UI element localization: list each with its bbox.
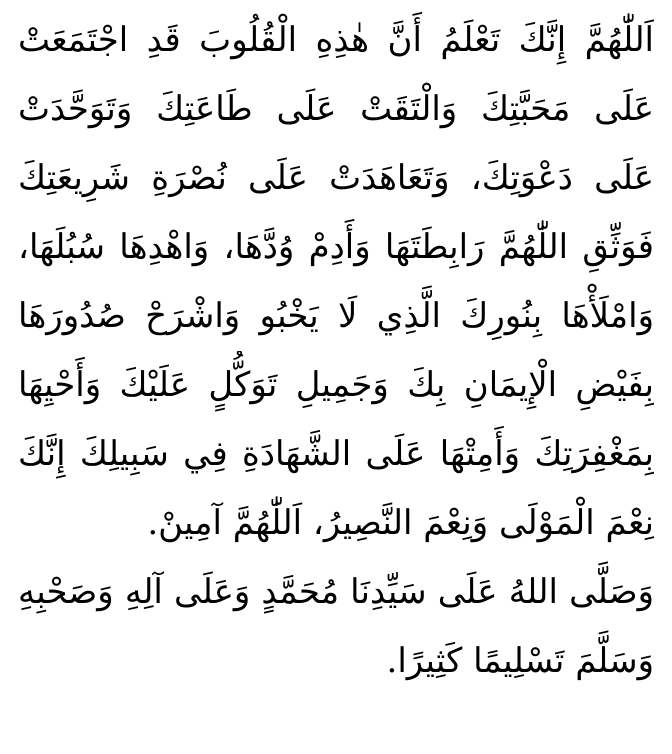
text-line-1: اَللّٰهُمَّ إِنَّكَ تَعْلَمُ أَنَّ هٰذِهِ الْقُلُوبَ قَدِ اجْتَمَعَتْ — [18, 20, 654, 60]
text-line-6: بِفَيْضِ الْإِيمَانِ بِكَ وَجَمِيلِ تَوَكُّلٍ عَلَيْكَ وَأَحْيِهَا — [18, 365, 654, 405]
text-line-10: وَسَلَّمَ تَسْلِيمًا كَثِيرًا. — [386, 641, 654, 681]
text-line-5: وَامْلَأْهَا بِنُورِكَ الَّذِي لَا يَخْبُو وَاشْرَحْ صُدُورَهَا — [18, 296, 654, 336]
text-line-3: عَلَى دَعْوَتِكَ، وَتَعَاهَدَتْ عَلَى نُصْرَةِ شَرِيعَتِكَ — [18, 158, 654, 198]
text-line-4: فَوَثِّقِ اللّٰهُمَّ رَابِطَتَهَا وَأَدِمْ وُدَّهَا، وَاهْدِهَا سُبُلَهَا، — [18, 227, 654, 267]
text-line-7: بِمَغْفِرَتِكَ وَأَمِتْهَا عَلَى الشَّهَادَةِ فِي سَبِيلِكَ إِنَّكَ — [18, 434, 654, 474]
text-line-9: وَصَلَّى اللهُ عَلَى سَيِّدِنَا مُحَمَّدٍ وَعَلَى آلِهِ وَصَحْبِهِ — [18, 572, 654, 612]
prayer-text — [18, 6, 654, 696]
text-line-8: نِعْمَ الْمَوْلَى وَنِعْمَ النَّصِيرُ، اَللّٰهُمَّ آمِينْ. — [147, 503, 654, 543]
text-line-2: عَلَى مَحَبَّتِكَ وَالْتَقَتْ عَلَى طَاعَتِكَ وَتَوَحَّدَتْ — [18, 89, 654, 129]
